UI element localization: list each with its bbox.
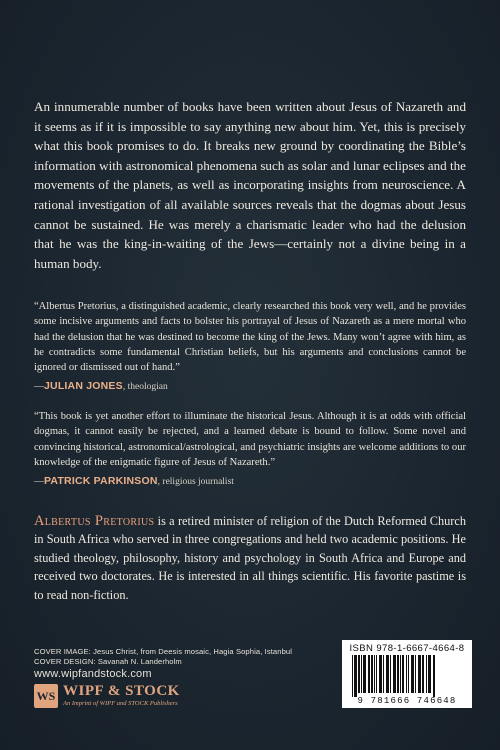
endorser-role: , theologian xyxy=(122,382,168,393)
attribution-dash: — xyxy=(34,476,44,488)
barcode-bar xyxy=(415,655,416,693)
endorser-role: , religious journalist xyxy=(157,477,234,488)
barcode-bar xyxy=(390,655,391,693)
barcode-bar xyxy=(379,655,382,693)
barcode-bar xyxy=(402,655,404,693)
publisher-name: WIPF & STOCK xyxy=(63,683,180,699)
endorsement xyxy=(34,409,466,487)
publisher-logo-icon: WS xyxy=(34,684,58,708)
endorser-name: JULIAN JONES xyxy=(44,380,123,393)
barcode-bar xyxy=(418,655,421,693)
book-blurb: An innumerable number of books have been written about Jesus of Nazareth and it seems as if it is impossible to say anything new about him. Yet, this is precisely what this book promises to do. It breaks new ground by coordinating the Bible’s information with astronomical phenomena such as solar and lunar eclipses and the movements of the planets, as well as incorporating insights from neuroscience. A rational investigation of all available sources reveals that the dogmas about Jesus cannot be sustained. He was merely a charismatic leader who had the delusion that he was the king-in-waiting of the Jews—certainly not a divine being in a human body. xyxy=(34,99,466,271)
isbn-barcode xyxy=(342,640,472,708)
attribution-dash: — xyxy=(34,381,44,393)
endorser-name: PATRICK PARKINSON xyxy=(44,475,158,488)
barcode-icon xyxy=(348,655,466,697)
endorsement xyxy=(34,299,466,392)
publisher-website: www.wipfandstock.com xyxy=(34,668,152,680)
barcode-bar xyxy=(411,655,414,693)
publisher-subtitle: An Imprint of WIPF and STOCK Publishers xyxy=(63,700,178,707)
publisher-logo xyxy=(34,684,180,708)
cover-credits xyxy=(34,647,292,666)
cover-design-credit: COVER DESIGN: Savanah N. Landerholm xyxy=(34,656,182,666)
author-bio-text: is a retired minister of religion of the Dutch Reformed Church in South Africa who served in three congregations and held two academic positions. He studied theology, philosophy, history and psychology in South Africa and Europe and received two doctorates. He is interested in all things scientific. His favorite pastime is to read non-fiction. xyxy=(34,514,466,602)
author-bio xyxy=(34,512,466,604)
endorsement-quote: “Albertus Pretorius, a distinguished academic, clearly researched this book very well, and he provides some incisive arguments and facts to bolster his portrayal of Jesus of Nazareth as a mere mortal who had the delusion that he was destined to become the king of the Jews. Many won’t agree with him, as he contradicts some fundamental Christian beliefs, but his arguments and conclusions cannot be ignored or dismissed out of hand.” xyxy=(34,301,466,374)
barcode-bar xyxy=(408,655,409,693)
barcode-bar xyxy=(368,655,370,693)
barcode-bar xyxy=(386,655,389,693)
barcode-bar xyxy=(361,655,362,693)
author-name: Albertus Pretorius xyxy=(34,513,155,529)
cover-image-credit: COVER IMAGE: Jesus Christ, from Deesis mosaic, Hagia Sophia, Istanbul xyxy=(34,647,293,656)
isbn-label: ISBN 978-1-6667-4664-8 xyxy=(349,643,465,654)
barcode-bar xyxy=(393,655,396,693)
barcode-bar xyxy=(400,655,401,693)
barcode-bar xyxy=(426,655,427,693)
barcode-bar xyxy=(352,655,353,697)
barcode-bar xyxy=(374,655,375,693)
barcode-bar xyxy=(397,655,399,693)
barcode-bar xyxy=(354,655,357,697)
barcode-bar xyxy=(383,655,384,693)
isbn-digits: 9 781666 746648 xyxy=(357,696,457,706)
barcode-bar xyxy=(422,655,424,693)
endorsement-quote: “This book is yet another effort to illuminate the historical Jesus. Although it is at odds with official dogmas, it cannot easily be rejected, and a learned debate is bound to follow. Some novel and convincing historical, astronomical/astrological, and psychiatric insights are welcome additions to our knowledge of the enigmatic figure of Jesus of Nazareth.” xyxy=(34,411,466,468)
endorsement-attribution xyxy=(34,475,466,487)
barcode-bar xyxy=(428,655,431,693)
barcode-bar xyxy=(371,655,373,693)
barcode-bar xyxy=(363,655,366,693)
barcode-bar xyxy=(406,655,407,693)
barcode-bar xyxy=(358,655,360,693)
barcode-bar xyxy=(433,655,435,697)
endorsement-attribution xyxy=(34,380,466,392)
barcode-bar xyxy=(376,655,377,693)
